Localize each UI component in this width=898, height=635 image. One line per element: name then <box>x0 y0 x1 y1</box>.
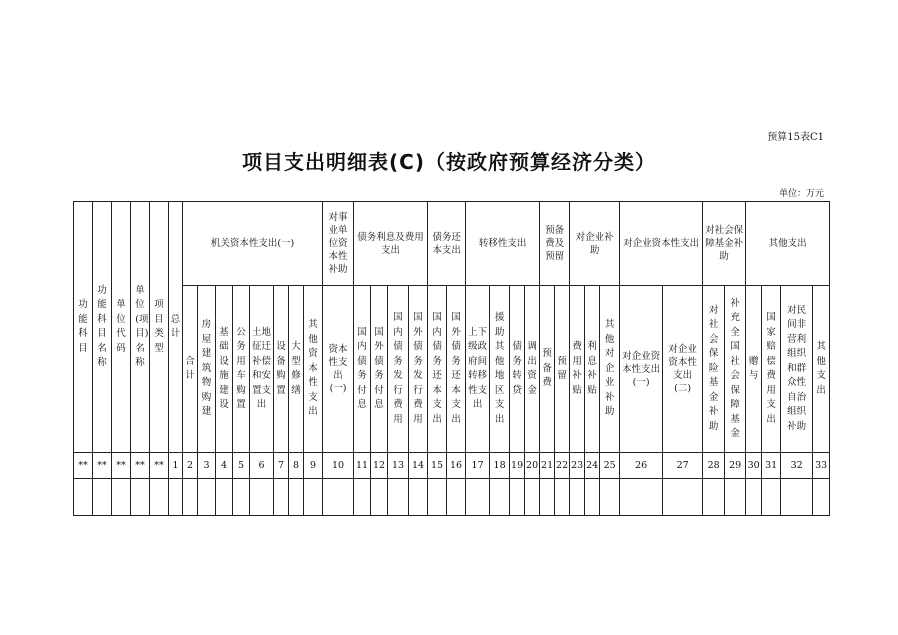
hdr-col: 大型修缮 <box>289 286 304 453</box>
hdr-col: 赠与 <box>746 286 762 453</box>
column-number-cell: 25 <box>600 453 620 479</box>
unit-label: 单位：万元 <box>778 189 824 199</box>
table-cell <box>371 479 388 516</box>
hdr-unit-name: 单位(项目)名称 <box>131 202 150 453</box>
hdr-col: 债务转贷 <box>510 286 525 453</box>
column-number-cell: 8 <box>289 453 304 479</box>
table-cell <box>540 479 555 516</box>
table-cell <box>274 479 289 516</box>
table-cell <box>490 479 510 516</box>
hdr-col: 其他资本性支出 <box>304 286 323 453</box>
column-number-cell: 9 <box>304 453 323 479</box>
table-cell <box>725 479 746 516</box>
table-cell <box>703 479 725 516</box>
table-cell <box>620 479 663 516</box>
hdr-col: 设备购置 <box>274 286 289 453</box>
table-cell <box>466 479 490 516</box>
column-number-cell: 31 <box>762 453 781 479</box>
column-number-cell: 2 <box>183 453 198 479</box>
hdr-col: 上下级政府间转移性支出 <box>466 286 490 453</box>
hdr-col: 调出资金 <box>525 286 540 453</box>
hdr-col: 合计 <box>183 286 198 453</box>
hdr-group-enterprise-subsidy: 对企业补助 <box>570 202 620 286</box>
page-title: 项目支出明细表(C)（按政府预算经济分类） <box>242 150 656 174</box>
table-cell <box>216 479 233 516</box>
column-number-cell: 29 <box>725 453 746 479</box>
table-cell <box>428 479 447 516</box>
hdr-func-subject-name: 功能科目名称 <box>93 202 112 453</box>
column-number-cell: 22 <box>555 453 570 479</box>
table-cell <box>663 479 703 516</box>
column-number-cell: 23 <box>570 453 585 479</box>
hdr-group-reserve: 预备费及预留 <box>540 202 570 286</box>
table-cell <box>112 479 131 516</box>
column-number-cell: ** <box>150 453 169 479</box>
hdr-col: 费用补贴 <box>570 286 585 453</box>
column-number-cell: 4 <box>216 453 233 479</box>
column-number-cell: 12 <box>371 453 388 479</box>
table-cell <box>570 479 585 516</box>
column-number-cell: ** <box>93 453 112 479</box>
column-number-cell: 24 <box>585 453 600 479</box>
table-cell <box>813 479 830 516</box>
hdr-col: 对民间非营利组织和群众性自治组织补助 <box>781 286 813 453</box>
table-cell <box>388 479 409 516</box>
hdr-col: 援助其他地区支出 <box>490 286 510 453</box>
column-number-cell: 16 <box>447 453 466 479</box>
hdr-group-social-security: 对社会保障基金补助 <box>703 202 746 286</box>
hdr-col: 房屋建筑物购建 <box>198 286 216 453</box>
column-number-cell: 10 <box>323 453 354 479</box>
hdr-col: 其他对企业补助 <box>600 286 620 453</box>
column-number-cell: 18 <box>490 453 510 479</box>
table-cell <box>555 479 570 516</box>
table-cell <box>93 479 112 516</box>
table-cell <box>183 479 198 516</box>
hdr-total: 总计 <box>169 202 183 453</box>
hdr-col: 对企业资本性支出(一) <box>620 286 663 453</box>
column-number-cell: 30 <box>746 453 762 479</box>
hdr-col: 其他支出 <box>813 286 830 453</box>
hdr-col: 国外债务付息 <box>371 286 388 453</box>
column-number-row <box>74 453 830 479</box>
column-number-cell: 17 <box>466 453 490 479</box>
column-number-cell: ** <box>74 453 93 479</box>
table-cell <box>150 479 169 516</box>
hdr-group-enterprise-capital: 对企业资本性支出 <box>620 202 703 286</box>
hdr-unit-code: 单位代码 <box>112 202 131 453</box>
data-row-empty <box>74 479 830 516</box>
hdr-group-institution-subsidy: 对事业单位资本性补助 <box>323 202 354 286</box>
table-cell <box>323 479 354 516</box>
table-cell <box>781 479 813 516</box>
column-number-cell: 20 <box>525 453 540 479</box>
expenditure-table <box>73 201 830 516</box>
table-cell <box>74 479 93 516</box>
table-cell <box>510 479 525 516</box>
hdr-col: 补充全国社会保障基金 <box>725 286 746 453</box>
table-cell <box>233 479 250 516</box>
column-number-cell: 5 <box>233 453 250 479</box>
column-number-cell: 28 <box>703 453 725 479</box>
hdr-col: 对社会保险基金补助 <box>703 286 725 453</box>
hdr-group-debt-interest: 债务利息及费用支出 <box>354 202 428 286</box>
table-cell <box>525 479 540 516</box>
table-cell <box>198 479 216 516</box>
hdr-col: 公务用车购置 <box>233 286 250 453</box>
column-number-cell: 3 <box>198 453 216 479</box>
hdr-col: 土地征迁补偿和安置支出 <box>250 286 274 453</box>
table-cell <box>447 479 466 516</box>
column-number-cell: 27 <box>663 453 703 479</box>
column-number-cell: 13 <box>388 453 409 479</box>
hdr-col: 国外债务还本支出 <box>447 286 466 453</box>
hdr-col: 国内债务发行费用 <box>388 286 409 453</box>
hdr-col: 利息补贴 <box>585 286 600 453</box>
hdr-project-type: 项目类型 <box>150 202 169 453</box>
column-number-cell: 33 <box>813 453 830 479</box>
column-number-cell: 14 <box>409 453 428 479</box>
column-number-cell: 19 <box>510 453 525 479</box>
hdr-group-agency-capital: 机关资本性支出(一) <box>183 202 323 286</box>
hdr-col: 国内债务付息 <box>354 286 371 453</box>
hdr-col: 预留 <box>555 286 570 453</box>
table-cell <box>289 479 304 516</box>
hdr-col: 国家赔偿费用支出 <box>762 286 781 453</box>
column-number-cell: 21 <box>540 453 555 479</box>
table-cell <box>131 479 150 516</box>
column-number-cell: ** <box>131 453 150 479</box>
hdr-group-debt-principal: 债务还本支出 <box>428 202 466 286</box>
column-number-cell: 1 <box>169 453 183 479</box>
table-cell <box>762 479 781 516</box>
table-cell <box>600 479 620 516</box>
hdr-col: 国外债务发行费用 <box>409 286 428 453</box>
hdr-func-subject: 功能科目 <box>74 202 93 453</box>
table-cell <box>585 479 600 516</box>
table-cell <box>304 479 323 516</box>
column-number-cell: 6 <box>250 453 274 479</box>
table-cell <box>354 479 371 516</box>
hdr-col: 基础设施建设 <box>216 286 233 453</box>
hdr-col: 资本性支出(一) <box>323 286 354 453</box>
column-number-cell: 11 <box>354 453 371 479</box>
column-number-cell: 15 <box>428 453 447 479</box>
hdr-col: 对企业资本性支出(二) <box>663 286 703 453</box>
table-cell <box>746 479 762 516</box>
hdr-group-other: 其他支出 <box>746 202 830 286</box>
hdr-group-transfer: 转移性支出 <box>466 202 540 286</box>
column-number-cell: 32 <box>781 453 813 479</box>
hdr-col: 国内债务还本支出 <box>428 286 447 453</box>
column-number-cell: 7 <box>274 453 289 479</box>
table-cell <box>169 479 183 516</box>
form-code: 预算15表C1 <box>767 132 824 143</box>
column-number-cell: ** <box>112 453 131 479</box>
table-cell <box>250 479 274 516</box>
table-cell <box>409 479 428 516</box>
column-number-cell: 26 <box>620 453 663 479</box>
hdr-col: 预备费 <box>540 286 555 453</box>
